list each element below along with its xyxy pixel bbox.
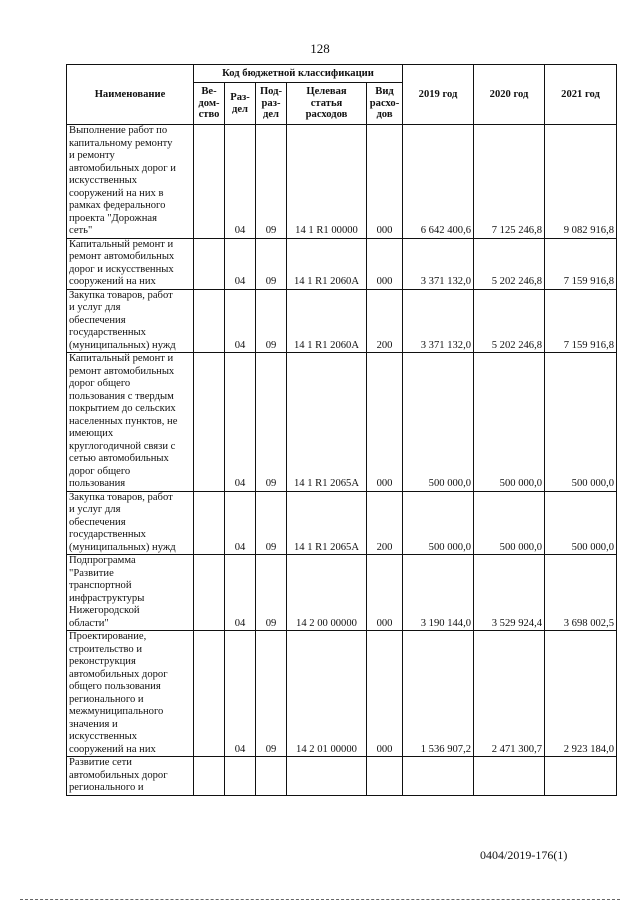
- row-tselevaya-statya: 14 2 01 00000: [287, 631, 367, 757]
- header-name: Наименование: [67, 65, 194, 125]
- row-podrazdel: 09: [256, 289, 287, 353]
- row-name: Проектирование, строительство и реконструкция автомобильных дорог общего пользования регионального и межмуниципального значения и искусственных сооружений на них: [67, 631, 194, 757]
- row-amount-2020: 500 000,0: [474, 353, 545, 492]
- row-amount-2020: 3 529 924,4: [474, 555, 545, 631]
- header-year-2019: 2019 год: [403, 65, 474, 125]
- row-amount-2021: 500 000,0: [545, 491, 617, 555]
- row-razdel: 04: [225, 353, 256, 492]
- row-name: Выполнение работ по капитальному ремонту и ремонту автомобильных дорог и искусственных сооружений на них в рамках федерального проекта "Дорожная сеть": [67, 125, 194, 239]
- header-year-2020: 2020 год: [474, 65, 545, 125]
- row-tselevaya-statya: 14 1 R1 2065A: [287, 491, 367, 555]
- row-vid-raskhodov: 200: [367, 289, 403, 353]
- row-razdel: 04: [225, 238, 256, 289]
- header-vid-raskhodov: Вид расхо- дов: [367, 83, 403, 125]
- table-row: [67, 238, 617, 289]
- row-amount-2019: 500 000,0: [403, 353, 474, 492]
- header-tselevaya-statya: Целевая статья расходов: [287, 83, 367, 125]
- row-amount-2020: 7 125 246,8: [474, 125, 545, 239]
- row-podrazdel: 09: [256, 353, 287, 492]
- row-amount-2020: 500 000,0: [474, 491, 545, 555]
- row-name: Развитие сети автомобильных дорог регионального и: [67, 757, 194, 796]
- header-razdel: Раз- дел: [225, 83, 256, 125]
- header-budget-code-group: Код бюджетной классификации: [194, 65, 403, 83]
- row-amount-2020: 5 202 246,8: [474, 238, 545, 289]
- budget-table: [66, 64, 617, 796]
- header-year-2021: 2021 год: [545, 65, 617, 125]
- table-row: [67, 289, 617, 353]
- row-tselevaya-statya: 14 1 R1 2060A: [287, 289, 367, 353]
- row-vedomstvo: [194, 125, 225, 239]
- footer-divider: [20, 899, 620, 900]
- row-amount-2021: 500 000,0: [545, 353, 617, 492]
- row-podrazdel: [256, 757, 287, 796]
- row-vedomstvo: [194, 555, 225, 631]
- row-amount-2019: [403, 757, 474, 796]
- row-vid-raskhodov: 000: [367, 631, 403, 757]
- row-amount-2021: 7 159 916,8: [545, 289, 617, 353]
- row-razdel: 04: [225, 631, 256, 757]
- table-body: [67, 125, 617, 796]
- row-vid-raskhodov: 000: [367, 555, 403, 631]
- row-tselevaya-statya: [287, 757, 367, 796]
- row-name: Капитальный ремонт и ремонт автомобильных дорог общего пользования с твердым покрытием до сельских населенных пунктов, не имеющих круглогодичной связи с сетью автомобильных дорог общего пользования: [67, 353, 194, 492]
- table-row: [67, 125, 617, 239]
- table-row: [67, 555, 617, 631]
- row-amount-2021: 2 923 184,0: [545, 631, 617, 757]
- row-podrazdel: 09: [256, 125, 287, 239]
- row-amount-2021: 9 082 916,8: [545, 125, 617, 239]
- row-vedomstvo: [194, 353, 225, 492]
- row-vedomstvo: [194, 757, 225, 796]
- row-razdel: 04: [225, 491, 256, 555]
- row-vid-raskhodov: 000: [367, 125, 403, 239]
- row-vedomstvo: [194, 289, 225, 353]
- header-podrazdel: Под- раз- дел: [256, 83, 287, 125]
- row-podrazdel: 09: [256, 555, 287, 631]
- row-amount-2019: 3 190 144,0: [403, 555, 474, 631]
- row-vid-raskhodov: 000: [367, 353, 403, 492]
- row-name: Капитальный ремонт и ремонт автомобильных дорог и искусственных сооружений на них: [67, 238, 194, 289]
- row-amount-2021: 3 698 002,5: [545, 555, 617, 631]
- row-amount-2019: 500 000,0: [403, 491, 474, 555]
- row-podrazdel: 09: [256, 491, 287, 555]
- row-amount-2019: 1 536 907,2: [403, 631, 474, 757]
- row-tselevaya-statya: 14 1 R1 00000: [287, 125, 367, 239]
- row-podrazdel: 09: [256, 238, 287, 289]
- table-row: [67, 631, 617, 757]
- row-amount-2020: 2 471 300,7: [474, 631, 545, 757]
- row-name: Закупка товаров, работ и услуг для обеспечения государственных (муниципальных) нужд: [67, 289, 194, 353]
- page-number: 128: [310, 41, 330, 56]
- row-name: Подпрограмма "Развитие транспортной инфраструктуры Нижегородской области": [67, 555, 194, 631]
- row-amount-2021: [545, 757, 617, 796]
- row-vedomstvo: [194, 491, 225, 555]
- row-vedomstvo: [194, 631, 225, 757]
- row-amount-2019: 3 371 132,0: [403, 289, 474, 353]
- row-vid-raskhodov: 000: [367, 238, 403, 289]
- row-amount-2019: 3 371 132,0: [403, 238, 474, 289]
- document-code: 0404/2019-176(1): [480, 848, 568, 862]
- header-vedomstvo: Ве- дом- ство: [194, 83, 225, 125]
- row-razdel: [225, 757, 256, 796]
- row-razdel: 04: [225, 289, 256, 353]
- table-row: [67, 491, 617, 555]
- row-amount-2021: 7 159 916,8: [545, 238, 617, 289]
- table-row: [67, 757, 617, 796]
- row-amount-2019: 6 642 400,6: [403, 125, 474, 239]
- row-tselevaya-statya: 14 2 00 00000: [287, 555, 367, 631]
- row-razdel: 04: [225, 555, 256, 631]
- row-razdel: 04: [225, 125, 256, 239]
- row-tselevaya-statya: 14 1 R1 2060A: [287, 238, 367, 289]
- table-row: [67, 353, 617, 492]
- row-tselevaya-statya: 14 1 R1 2065A: [287, 353, 367, 492]
- row-vid-raskhodov: [367, 757, 403, 796]
- row-amount-2020: [474, 757, 545, 796]
- row-vid-raskhodov: 200: [367, 491, 403, 555]
- row-amount-2020: 5 202 246,8: [474, 289, 545, 353]
- row-name: Закупка товаров, работ и услуг для обеспечения государственных (муниципальных) нужд: [67, 491, 194, 555]
- row-podrazdel: 09: [256, 631, 287, 757]
- row-vedomstvo: [194, 238, 225, 289]
